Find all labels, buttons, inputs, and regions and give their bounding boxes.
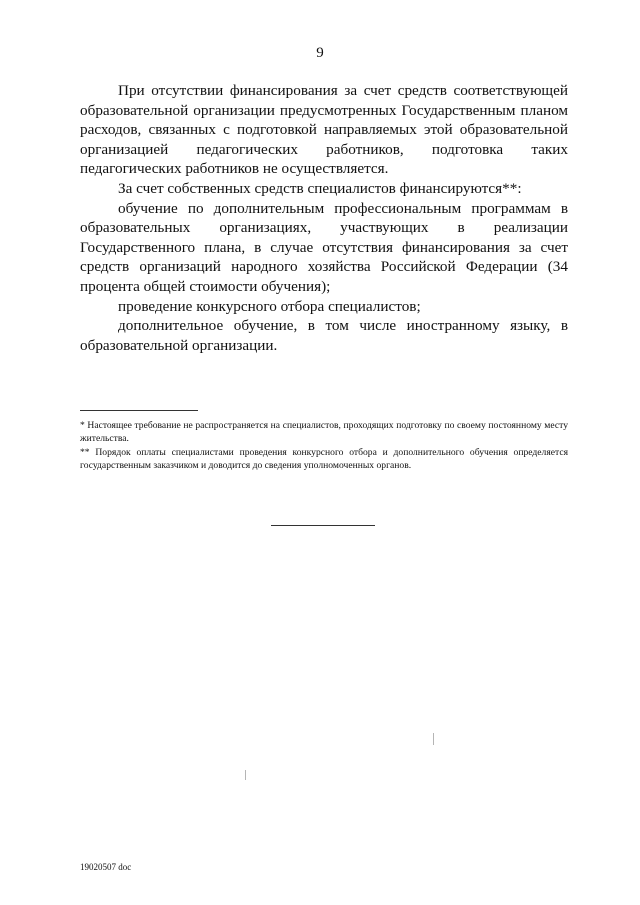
paragraph-additional-programs: обучение по дополнительным профессиональным программам в образовательных организациях, участвующих в реализации Государственного плана, в случае отсутствия финансирования за счет средств организаций народного хозяйства Российской Федерации (34 процента общей стоимости обучения); (80, 199, 568, 295)
page-number: 9 (316, 45, 324, 61)
footnotes (80, 419, 568, 473)
footnote-2: ** Порядок оплаты специалистами проведения конкурсного отбора и дополнительного обучения определяется государственным заказчиком и доводится до сведения уполномоченных органов. (80, 446, 568, 472)
end-of-text-line (271, 525, 375, 526)
paragraph-funding-absence: При отсутствии финансирования за счет средств соответствующей образовательной организации предусмотренных Государственным планом расходов, связанных с подготовкой направляемых этой образовательной организацией педагогических работников, подготовка таких педагогических работников не осуществляется. (80, 82, 568, 178)
paragraph-additional-education: дополнительное обучение, в том числе иностранному языку, в образовательной организации. (80, 317, 568, 354)
document-body (80, 81, 568, 355)
scan-artifact-mark (433, 733, 434, 745)
scan-artifact-mark (245, 770, 246, 780)
paragraph-own-funds-intro: За счет собственных средств специалистов финансируются**: (118, 179, 522, 197)
footnote-separator (80, 410, 198, 411)
paragraph-competitive-selection: проведение конкурсного отбора специалистов; (118, 297, 421, 315)
document-code: 19020507 doc (80, 862, 132, 872)
footnote-1: * Настоящее требование не распространяется на специалистов, проходящих подготовку по своему постоянному месту жительства. (80, 420, 568, 445)
